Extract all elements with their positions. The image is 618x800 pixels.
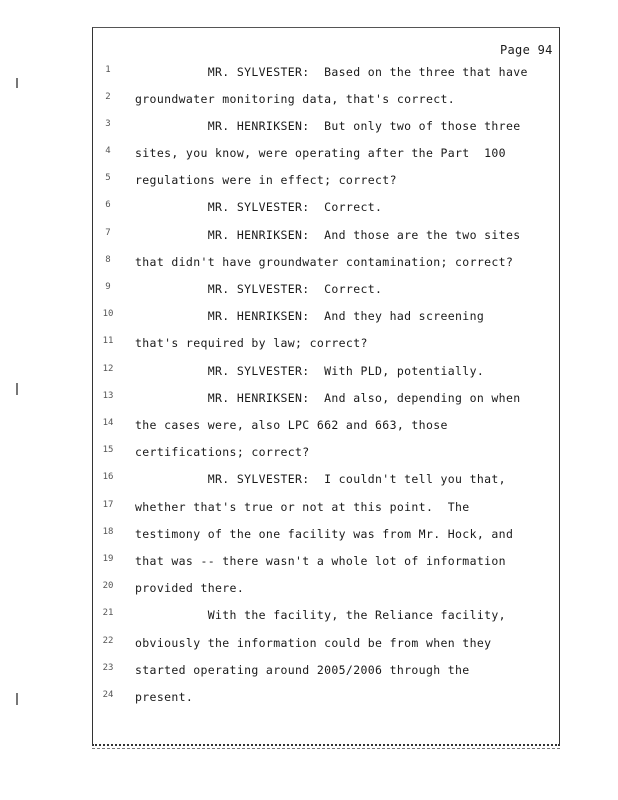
line-text: the cases were, also LPC 662 and 663, those — [135, 418, 448, 432]
transcript-line — [92, 364, 560, 386]
line-number: 23 — [102, 663, 114, 673]
transcript-line — [92, 255, 560, 277]
bottom-rule-secondary — [92, 748, 560, 749]
line-number: 21 — [102, 608, 114, 618]
transcript-line — [92, 500, 560, 522]
transcript-line — [92, 554, 560, 576]
transcript-line — [92, 282, 560, 304]
line-number: 20 — [102, 581, 114, 591]
transcript-line — [92, 336, 560, 358]
scan-mark-top — [16, 78, 18, 88]
line-text: whether that's true or not at this point. The — [135, 500, 470, 514]
transcript-line — [92, 636, 560, 658]
scan-mark-bottom — [16, 693, 18, 705]
transcript-line — [92, 690, 560, 712]
transcript-line — [92, 418, 560, 440]
line-text: present. — [135, 690, 194, 704]
line-number: 22 — [102, 636, 114, 646]
transcript-line — [92, 581, 560, 603]
line-text: MR. SYLVESTER: Correct. — [135, 200, 383, 214]
transcript-line — [92, 391, 560, 413]
line-number: 15 — [102, 445, 114, 455]
line-number: 13 — [102, 391, 114, 401]
transcript-line — [92, 200, 560, 222]
transcript-line — [92, 663, 560, 685]
line-number: 24 — [102, 690, 114, 700]
line-number: 18 — [102, 527, 114, 537]
transcript-line — [92, 228, 560, 250]
line-text: provided there. — [135, 581, 245, 595]
line-number: 7 — [105, 228, 111, 238]
transcript-line — [92, 445, 560, 467]
line-text: regulations were in effect; correct? — [135, 173, 397, 187]
line-text: MR. SYLVESTER: Based on the three that have — [135, 65, 528, 79]
line-number: 3 — [105, 119, 111, 129]
line-number: 5 — [105, 173, 111, 183]
line-text: MR. SYLVESTER: Correct. — [135, 282, 383, 296]
line-text: MR. HENRIKSEN: And also, depending on when — [135, 391, 521, 405]
scan-mark-middle — [16, 383, 18, 395]
line-text: that didn't have groundwater contamination; correct? — [135, 255, 514, 269]
transcript-line — [92, 472, 560, 494]
line-number: 17 — [102, 500, 114, 510]
line-text: sites, you know, were operating after the Part 100 — [135, 146, 506, 160]
line-number: 6 — [105, 200, 111, 210]
line-text: that was -- there wasn't a whole lot of information — [135, 554, 506, 568]
transcript-line — [92, 527, 560, 549]
line-number: 8 — [105, 255, 111, 265]
line-number: 2 — [105, 92, 111, 102]
line-text: MR. HENRIKSEN: And those are the two sites — [135, 228, 521, 242]
line-number: 11 — [102, 336, 114, 346]
line-number: 12 — [102, 364, 114, 374]
line-number: 10 — [102, 309, 114, 319]
bottom-rule — [92, 744, 560, 746]
line-text: started operating around 2005/2006 through the — [135, 663, 470, 677]
line-text: obviously the information could be from when they — [135, 636, 492, 650]
transcript-line — [92, 146, 560, 168]
line-number: 4 — [105, 146, 111, 156]
transcript-line — [92, 309, 560, 331]
line-text: With the facility, the Reliance facility, — [135, 608, 506, 622]
page-number: Page 94 — [500, 43, 553, 57]
line-text: groundwater monitoring data, that's correct. — [135, 92, 456, 106]
line-text: that's required by law; correct? — [135, 336, 368, 350]
line-text: MR. HENRIKSEN: But only two of those three — [135, 119, 521, 133]
line-number: 1 — [105, 65, 111, 75]
line-text: MR. SYLVESTER: With PLD, potentially. — [135, 364, 485, 378]
line-number: 9 — [105, 282, 111, 292]
line-text: certifications; correct? — [135, 445, 310, 459]
line-number: 19 — [102, 554, 114, 564]
transcript-line — [92, 608, 560, 630]
line-text: MR. SYLVESTER: I couldn't tell you that, — [135, 472, 506, 486]
line-number: 16 — [102, 472, 114, 482]
transcript-line — [92, 119, 560, 141]
transcript-line — [92, 65, 560, 87]
transcript-line — [92, 92, 560, 114]
line-text: testimony of the one facility was from Mr. Hock, and — [135, 527, 514, 541]
transcript-line — [92, 173, 560, 195]
line-text: MR. HENRIKSEN: And they had screening — [135, 309, 485, 323]
line-number: 14 — [102, 418, 114, 428]
